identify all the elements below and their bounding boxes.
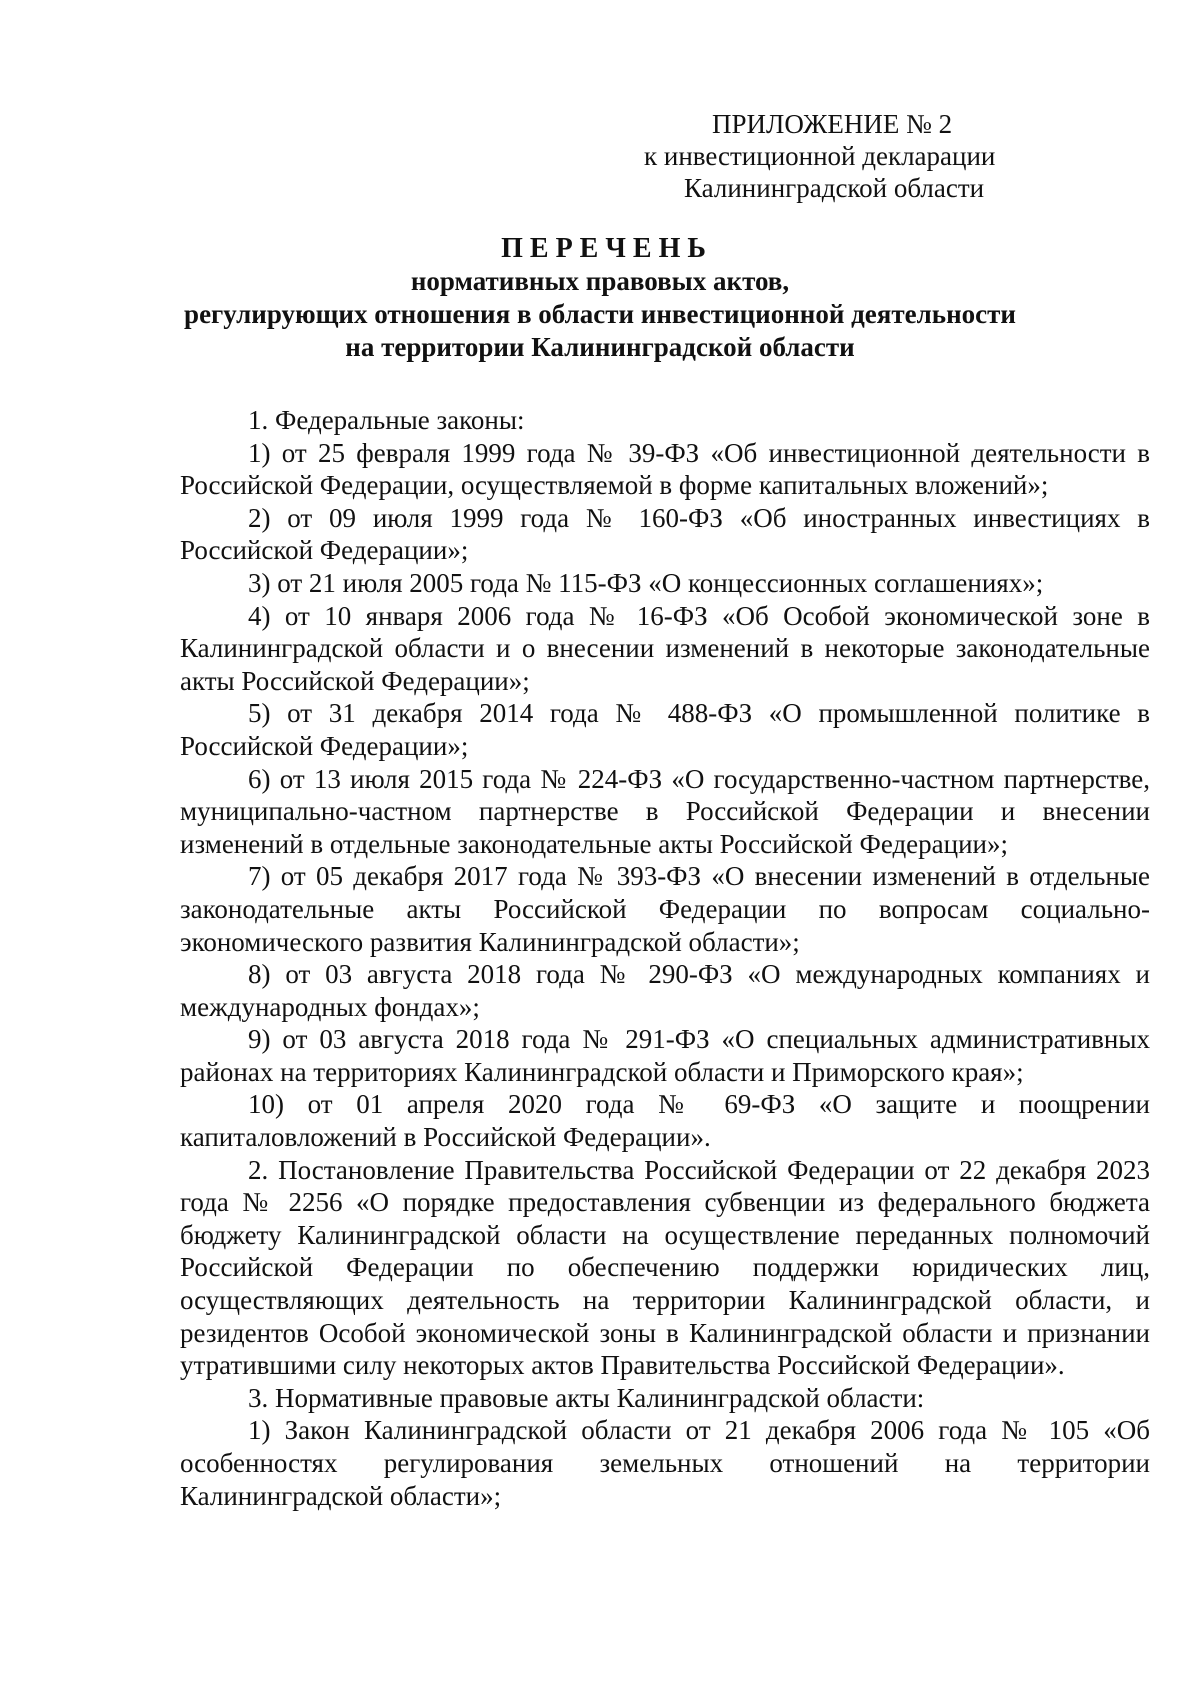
list-item: 4) от 10 января 2006 года № 16-ФЗ «Об Особой экономической зоне в Калининградской области и о внесении изменений в некоторые законодательные акты Российской Федерации»;	[180, 600, 1150, 696]
list-item: 8) от 03 августа 2018 года № 290-ФЗ «О международных компаниях и международных фондах»;	[180, 959, 1150, 1022]
appendix-region: Калининградской области	[684, 173, 985, 203]
title-line-4: на территории Калининградской области	[345, 332, 855, 362]
list-item: 6) от 13 июля 2015 года № 224-ФЗ «О государственно-частном партнерстве, муниципально-частном партнерстве в Российской Федерации и внесении изменений в отдельные законодательные акты Российской Федерации»;	[180, 763, 1150, 859]
section-federal-laws: 1. Федеральные законы:	[248, 405, 525, 435]
list-item: 2) от 09 июля 1999 года № 160-ФЗ «Об иностранных инвестициях в Российской Федерации»;	[180, 502, 1150, 566]
section-regional-acts: 3. Нормативные правовые акты Калининградской области:	[248, 1382, 925, 1413]
document-title	[0, 232, 1200, 364]
appendix-reference: к инвестиционной декларации	[644, 141, 996, 171]
title-main: ПЕРЕЧЕНЬ	[501, 233, 713, 264]
appendix-header	[644, 108, 1064, 204]
list-item: 1) Закон Калининградской области от 21 декабря 2006 года № 105 «Об особенностях регулирования земельных отношений на территории Калининградской области»;	[180, 1415, 1150, 1511]
document-body	[180, 404, 1150, 1512]
title-line-2: нормативных правовых актов,	[410, 266, 790, 296]
list-item: 9) от 03 августа 2018 года № 291-ФЗ «О специальных административных районах на территориях Калининградской области и Приморского края»;	[180, 1024, 1150, 1087]
list-item: 5) от 31 декабря 2014 года № 488-ФЗ «О промышленной политике в Российской Федерации»;	[180, 698, 1150, 761]
list-item: 1) от 25 февраля 1999 года № 39-ФЗ «Об инвестиционной деятельности в Российской Федерации, осуществляемой в форме капитальных вложений»;	[180, 437, 1150, 501]
appendix-number: ПРИЛОЖЕНИЕ № 2	[712, 109, 953, 139]
list-item: 7) от 05 декабря 2017 года № 393-ФЗ «О внесении изменений в отдельные законодательные акты Российской Федерации по вопросам социально-экономического развития Калининградской области»;	[180, 861, 1150, 957]
list-item: 3) от 21 июля 2005 года № 115-ФЗ «О концессионных соглашениях»;	[248, 567, 1044, 598]
list-item: 10) от 01 апреля 2020 года № 69-ФЗ «О защите и поощрении капиталовложений в Российской Федерации».	[180, 1089, 1150, 1153]
title-line-3: регулирующих отношения в области инвестиционной деятельности	[184, 299, 1016, 329]
section-government-decree: 2. Постановление Правительства Российской Федерации от 22 декабря 2023 года № 2256 «О порядке предоставления субвенции из федерального бюджета бюджету Калининградской области на осуществление переданных полномочий Российской Федерации по обеспечению поддержки юридических лиц, осуществляющих деятельность на территории Калининградской области, и резидентов Особой экономической зоны в Калининградской области и признании утратившими силу некоторых актов Правительства Российской Федерации».	[180, 1154, 1150, 1381]
